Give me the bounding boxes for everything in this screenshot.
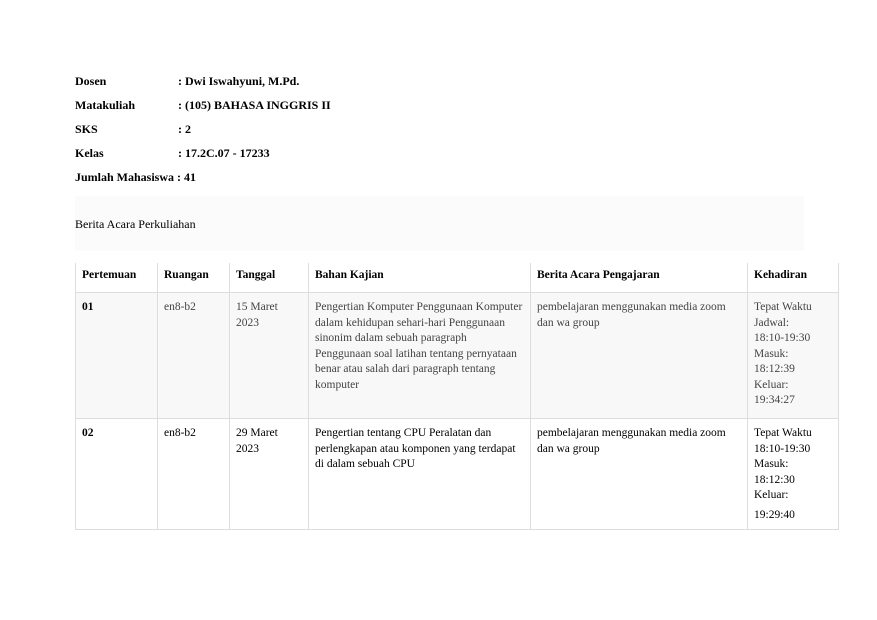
info-row-jumlah: [75, 170, 331, 194]
sks-label: SKS: [75, 122, 98, 136]
jumlah-value: : 41: [177, 170, 197, 184]
info-row-sks: [75, 122, 331, 146]
jumlah-label: Jumlah Mahasiswa: [75, 170, 175, 184]
kehadiran-line: 18:12:30: [754, 473, 795, 486]
header-kehadiran: Kehadiran: [748, 263, 839, 293]
cell-berita-acara: pembelajaran menggunakan media zoom dan wa group: [531, 293, 748, 419]
kehadiran-line: 18:10-19:30: [754, 332, 811, 344]
info-row-kelas: [75, 146, 331, 170]
kehadiran-line: Tepat Waktu: [754, 427, 812, 439]
section-title: Berita Acara Perkuliahan: [75, 217, 196, 231]
header-bahan-kajian: Bahan Kajian: [309, 263, 531, 293]
sks-value: : 2: [178, 122, 191, 136]
dosen-label: Dosen: [75, 74, 107, 88]
kehadiran-line: 19:34:27: [754, 394, 795, 406]
dosen-value: : Dwi Iswahyuni, M.Pd.: [178, 74, 300, 88]
header-ruangan: Ruangan: [158, 263, 230, 293]
kehadiran-line: Tepat Waktu: [754, 301, 812, 313]
cell-tanggal: 29 Maret 2023: [230, 419, 309, 530]
kehadiran-line: Masuk:: [754, 347, 789, 360]
header-pertemuan: Pertemuan: [76, 263, 158, 293]
lecture-report-table: [75, 263, 839, 530]
info-row-dosen: [75, 74, 331, 98]
kehadiran-line: Keluar:: [754, 489, 789, 501]
cell-kehadiran: [748, 419, 839, 530]
table-row: [76, 419, 839, 530]
kelas-label: Kelas: [75, 146, 104, 160]
table-header-row: [76, 263, 839, 293]
kehadiran-line: Keluar:: [754, 378, 789, 391]
cell-pertemuan: 01: [76, 293, 158, 419]
info-row-matakuliah: [75, 98, 331, 122]
cell-berita-acara: pembelajaran menggunakan media zoom dan wa group: [531, 419, 748, 530]
header-berita-acara: Berita Acara Pengajaran: [531, 263, 748, 293]
cell-bahan-kajian: Pengertian tentang CPU Peralatan dan perlengkapan atau komponen yang terdapat di dalam sebuah CPU: [309, 419, 531, 530]
cell-tanggal: 15 Maret 2023: [230, 293, 309, 419]
matakuliah-value: : (105) BAHASA INGGRIS II: [178, 98, 331, 112]
table-row: [76, 293, 839, 419]
matakuliah-label: Matakuliah: [75, 98, 136, 112]
kehadiran-line: Jadwal:: [754, 316, 790, 329]
kehadiran-line: 19:29:40: [754, 508, 795, 521]
kelas-value: : 17.2C.07 - 17233: [178, 146, 270, 160]
course-info: [75, 74, 331, 194]
cell-kehadiran: [748, 293, 839, 419]
kehadiran-line: Masuk:: [754, 458, 789, 470]
cell-pertemuan: 02: [76, 419, 158, 530]
cell-ruangan: en8-b2: [158, 419, 230, 530]
kehadiran-line: 18:12:39: [754, 363, 795, 375]
header-tanggal: Tanggal: [230, 263, 309, 293]
cell-bahan-kajian: Pengertian Komputer Penggunaan Komputer dalam kehidupan sehari-hari Penggunaan sinonim dalam sebuah paragraph Penggunaan soal latihan tentang pernyataan benar atau salah dari paragraph tentang komputer: [309, 293, 531, 419]
kehadiran-line: 18:10-19:30: [754, 442, 811, 455]
cell-ruangan: en8-b2: [158, 293, 230, 419]
